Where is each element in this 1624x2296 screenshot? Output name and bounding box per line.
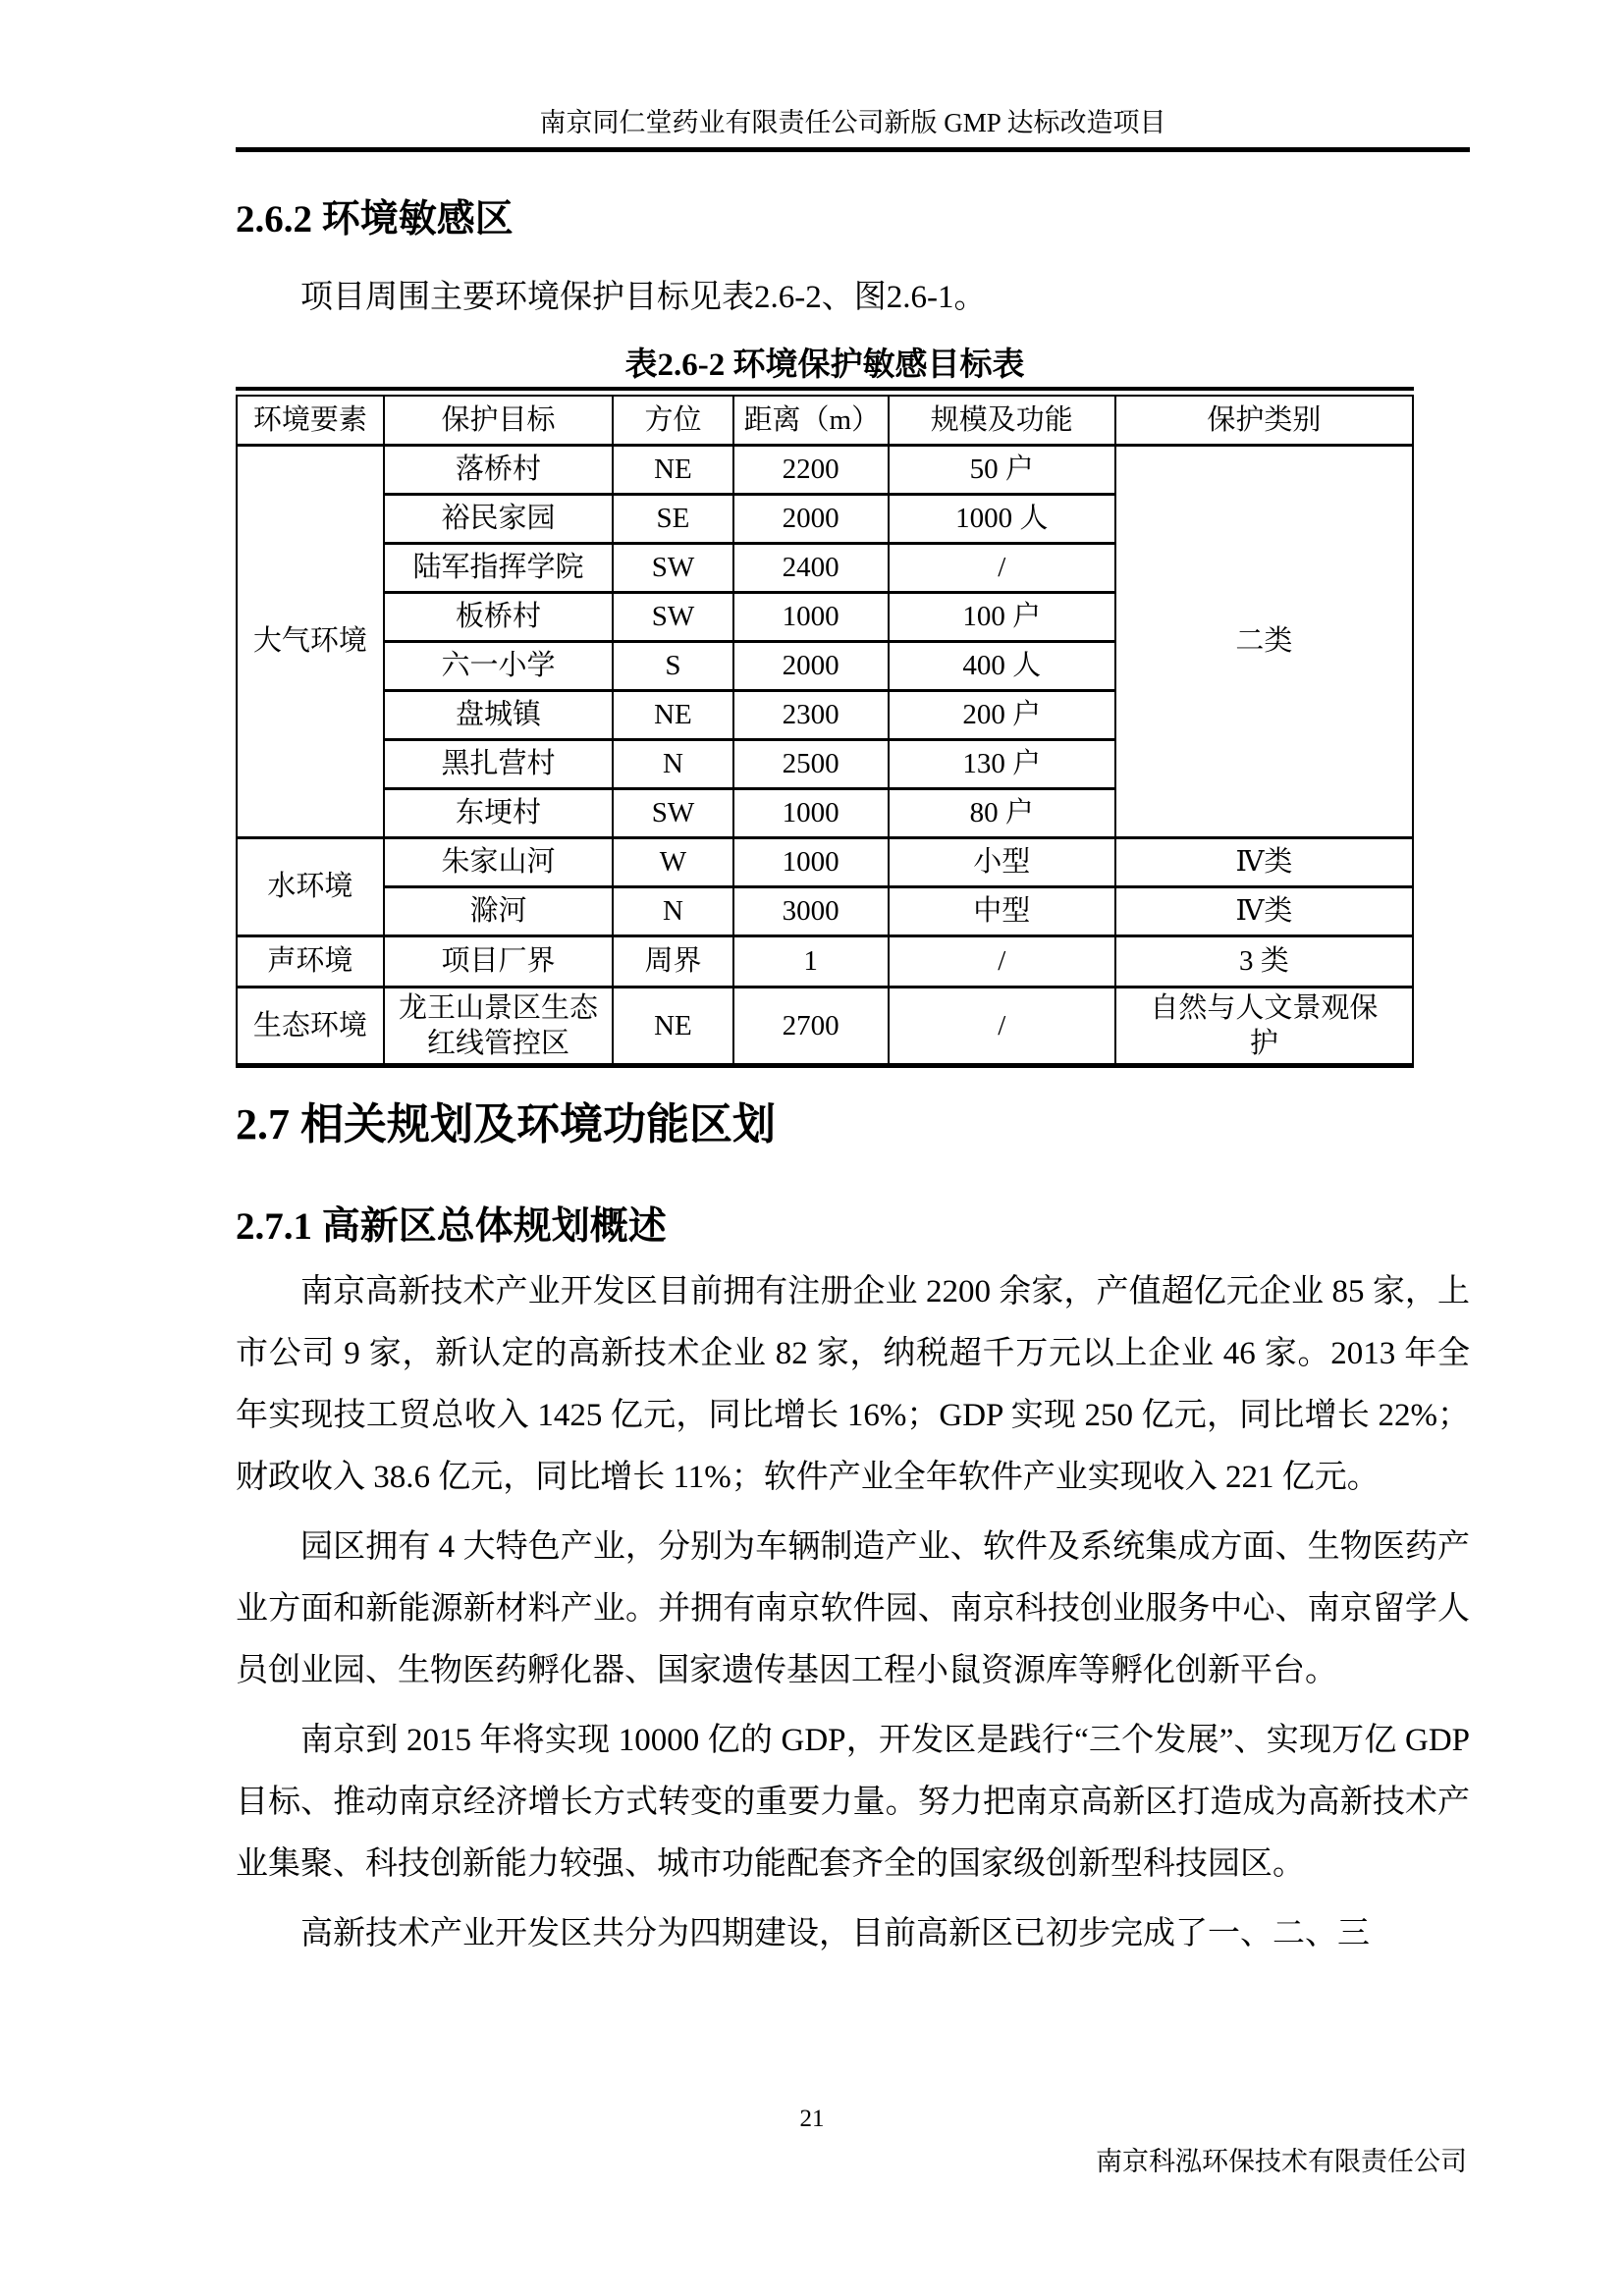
cell-distance: 1 xyxy=(733,935,889,987)
cell-distance: 3000 xyxy=(733,886,889,935)
cell-target: 滁河 xyxy=(384,886,614,935)
cell-scale: / xyxy=(889,935,1115,987)
body-paragraph: 南京到 2015 年将实现 10000 亿的 GDP，开发区是践行“三个发展”、实现万亿 GDP 目标、推动南京经济增长方式转变的重要力量。努力把南京高新区打造成为高新技术产业集聚、科技创新能力较强、城市功能配套齐全的国家级创新型科技园区。 xyxy=(236,1723,1470,1883)
cell-distance: 1000 xyxy=(733,837,889,886)
cell-element-water: 水环境 xyxy=(237,837,384,935)
column-header-category: 保护类别 xyxy=(1115,396,1413,445)
section-heading-2-7: 2.7 相关规划及环境功能区划 xyxy=(236,1099,776,1148)
cell-direction: SW xyxy=(613,788,732,837)
section-heading-2-6-2: 2.6.2 环境敏感区 xyxy=(236,198,514,240)
cell-element-ecology: 生态环境 xyxy=(237,987,384,1065)
cell-scale: 130 户 xyxy=(889,739,1115,788)
cell-target: 朱家山河 xyxy=(384,837,614,886)
column-header-direction: 方位 xyxy=(613,396,732,445)
table-row xyxy=(237,886,1413,935)
cell-direction: NE xyxy=(613,690,732,739)
cell-scale: 1000 人 xyxy=(889,494,1115,543)
cell-direction: SE xyxy=(613,494,732,543)
cell-distance: 2700 xyxy=(733,987,889,1065)
column-header-distance: 距离（m） xyxy=(733,396,889,445)
cell-scale: 80 户 xyxy=(889,788,1115,837)
page-number: 21 xyxy=(799,2106,825,2132)
cell-category: Ⅳ类 xyxy=(1115,837,1413,886)
cell-scale: / xyxy=(889,543,1115,592)
column-header-target: 保护目标 xyxy=(384,396,614,445)
cell-target: 落桥村 xyxy=(384,445,614,494)
cell-target: 板桥村 xyxy=(384,592,614,641)
cell-element-atmosphere: 大气环境 xyxy=(237,445,384,837)
cell-distance: 2400 xyxy=(733,543,889,592)
section-2-7-1-body xyxy=(236,1261,1470,1965)
cell-target: 黑扎营村 xyxy=(384,739,614,788)
cell-target: 六一小学 xyxy=(384,641,614,690)
section-heading-2-7-1: 2.7.1 高新区总体规划概述 xyxy=(236,1204,667,1248)
cell-scale: 200 户 xyxy=(889,690,1115,739)
table-row xyxy=(237,987,1413,1065)
cell-direction: N xyxy=(613,886,732,935)
cell-category: Ⅳ类 xyxy=(1115,886,1413,935)
sensitive-targets-table xyxy=(236,395,1414,1068)
cell-distance: 2500 xyxy=(733,739,889,788)
cell-scale: / xyxy=(889,987,1115,1065)
cell-target: 陆军指挥学院 xyxy=(384,543,614,592)
cell-direction: SW xyxy=(613,592,732,641)
footer-company-name: 南京科泓环保技术有限责任公司 xyxy=(1096,2147,1467,2176)
cell-scale: 50 户 xyxy=(889,445,1115,494)
cell-direction: NE xyxy=(613,987,732,1065)
table-header-row xyxy=(237,396,1413,445)
cell-distance: 2300 xyxy=(733,690,889,739)
cell-scale: 400 人 xyxy=(889,641,1115,690)
cell-target: 项目厂界 xyxy=(384,935,614,987)
cell-distance: 1000 xyxy=(733,592,889,641)
cell-target: 裕民家园 xyxy=(384,494,614,543)
cell-distance: 1000 xyxy=(733,788,889,837)
column-header-scale: 规模及功能 xyxy=(889,396,1115,445)
table-row xyxy=(237,935,1413,987)
cell-scale: 小型 xyxy=(889,837,1115,886)
cell-distance: 2000 xyxy=(733,641,889,690)
cell-direction: W xyxy=(613,837,732,886)
cell-target: 龙王山景区生态红线管控区 xyxy=(384,987,614,1065)
page-header-title: 南京同仁堂药业有限责任公司新版 GMP 达标改造项目 xyxy=(236,106,1470,152)
column-header-element: 环境要素 xyxy=(237,396,384,445)
table-caption: 表2.6-2 环境保护敏感目标表 xyxy=(624,347,1025,383)
cell-distance: 2200 xyxy=(733,445,889,494)
cell-category-atmosphere: 二类 xyxy=(1115,445,1413,837)
cell-target: 盘城镇 xyxy=(384,690,614,739)
sensitive-targets-table-wrapper xyxy=(236,387,1414,1068)
cell-direction: S xyxy=(613,641,732,690)
body-paragraph: 南京高新技术产业开发区目前拥有注册企业 2200 余家，产值超亿元企业 85 家，上市公司 9 家，新认定的高新技术企业 82 家，纳税超千万元以上企业 46 家。2013 年全年实现技工贸总收入 1425 亿元，同比增长 16%；GDP 实现 250 亿元，同比增长 22%；财政收入 38.6 亿元，同比增长 11%；软件产业全年软件产业实现收入 221 亿元。 xyxy=(236,1274,1470,1496)
cell-scale: 中型 xyxy=(889,886,1115,935)
cell-element-noise: 声环境 xyxy=(237,935,384,987)
intro-paragraph: 项目周围主要环境保护目标见表2.6-2、图2.6-1。 xyxy=(300,279,987,315)
cell-category: 自然与人文景观保护 xyxy=(1115,987,1413,1065)
body-paragraph: 园区拥有 4 大特色产业，分别为车辆制造产业、软件及系统集成方面、生物医药产业方面和新能源新材料产业。并拥有南京软件园、南京科技创业服务中心、南京留学人员创业园、生物医药孵化器、国家遗传基因工程小鼠资源库等孵化创新平台。 xyxy=(236,1529,1470,1689)
cell-category: 3 类 xyxy=(1115,935,1413,987)
cell-scale: 100 户 xyxy=(889,592,1115,641)
cell-direction: SW xyxy=(613,543,732,592)
cell-distance: 2000 xyxy=(733,494,889,543)
cell-direction: 周界 xyxy=(613,935,732,987)
cell-target: 东埂村 xyxy=(384,788,614,837)
table-row xyxy=(237,837,1413,886)
table-row xyxy=(237,445,1413,494)
body-paragraph: 高新技术产业开发区共分为四期建设，目前高新区已初步完成了一、二、三 xyxy=(300,1916,1370,1952)
cell-direction: N xyxy=(613,739,732,788)
cell-direction: NE xyxy=(613,445,732,494)
